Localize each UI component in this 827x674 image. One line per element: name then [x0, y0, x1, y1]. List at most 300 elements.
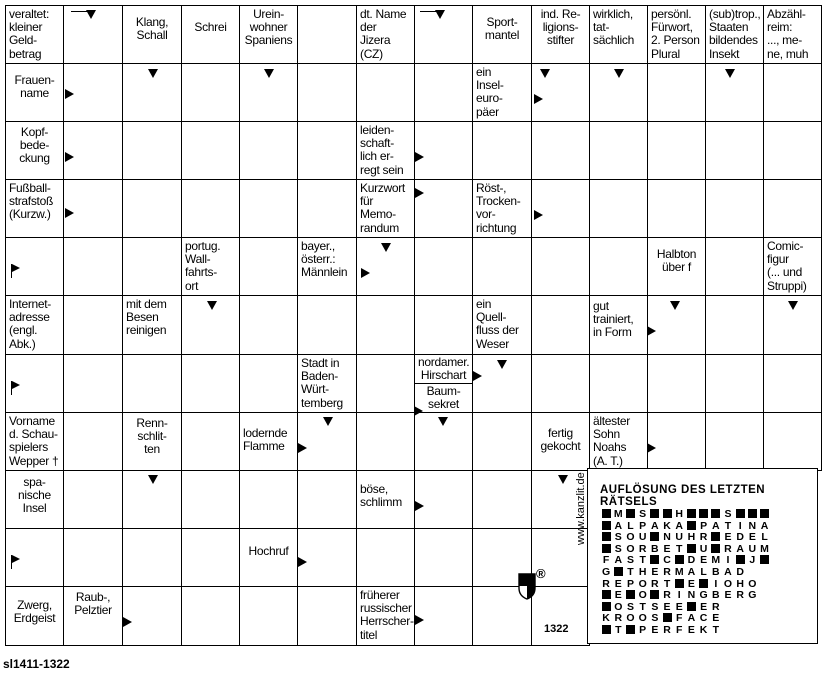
solution-letter: S — [614, 542, 622, 555]
hook-arrow-icon — [420, 11, 442, 25]
answer-cell[interactable] — [647, 63, 706, 122]
puzzle-number: 1322 — [544, 623, 569, 635]
answer-cell[interactable] — [705, 295, 764, 355]
solution-letter: S — [651, 600, 659, 613]
arrow-right-icon — [123, 617, 132, 627]
answer-cell[interactable] — [414, 63, 473, 122]
flag-arrow-icon — [11, 381, 21, 395]
solution-letter: F — [676, 612, 683, 625]
clue-cell: fertig gekocht — [531, 412, 590, 471]
solution-letter: M — [613, 508, 623, 520]
solution-letter: G — [602, 566, 611, 578]
solution-letter: A — [760, 519, 769, 532]
arrow-right-icon — [298, 557, 307, 567]
answer-cell[interactable] — [122, 354, 182, 413]
answer-cell[interactable] — [297, 5, 357, 64]
solution-letter: R — [663, 566, 671, 578]
answer-cell[interactable] — [181, 470, 240, 529]
solution-letter: C — [699, 612, 708, 625]
arrow-right-icon — [298, 443, 307, 453]
clue-cell: ind. Re- ligions- stifter — [531, 5, 590, 64]
clue-cell: lodernde Flamme — [239, 412, 298, 471]
black-square-icon — [734, 509, 746, 520]
answer-cell[interactable] — [705, 412, 764, 471]
clue-cell: Urein- wohner Spaniens — [239, 5, 298, 64]
answer-cell[interactable] — [239, 586, 298, 646]
solution-letter: O — [638, 589, 647, 602]
arrow-down-icon — [725, 69, 735, 78]
solution-letter: S — [639, 508, 647, 520]
black-square-icon — [685, 602, 697, 613]
solution-letter: A — [675, 519, 684, 532]
solution-letter: H — [675, 508, 684, 520]
solution-letter: N — [748, 519, 757, 532]
clue-cell: (sub)trop., Staaten bildendes Insekt — [705, 5, 764, 64]
answer-cell[interactable] — [472, 237, 532, 296]
clue-cell: Raub-, Pelztier — [63, 586, 123, 646]
clue-cell: Abzähl- reim: ..., me- ne, muh — [763, 5, 822, 64]
solution-letter: E — [663, 600, 671, 613]
solution-letter: H — [736, 577, 744, 590]
answer-cell[interactable] — [181, 121, 240, 180]
answer-cell[interactable] — [181, 412, 240, 471]
solution-title-line2: RÄTSELS — [600, 496, 658, 508]
solution-letter: D — [687, 554, 696, 567]
clue-cell: wirklich, tat- sächlich — [589, 5, 648, 64]
solution-letter: R — [602, 577, 610, 590]
solution-row — [600, 567, 746, 578]
answer-cell[interactable] — [356, 528, 415, 587]
solution-letter: E — [651, 566, 659, 578]
black-square-icon — [612, 567, 624, 578]
arrow-down-icon — [207, 301, 217, 310]
clue-cell: früherer russischer Herrscher- titel — [356, 586, 415, 646]
answer-cell[interactable] — [122, 528, 182, 587]
solution-letter: T — [712, 624, 719, 636]
black-square-icon — [600, 602, 612, 613]
solution-letter: E — [700, 600, 708, 613]
black-square-icon — [758, 555, 770, 566]
answer-cell[interactable] — [239, 354, 298, 413]
black-square-icon — [649, 555, 661, 566]
black-square-icon — [710, 532, 722, 543]
black-square-icon — [673, 579, 685, 590]
clue-cell: persönl. Fürwort, 2. Person Plural — [647, 5, 706, 64]
answer-cell[interactable] — [297, 470, 357, 529]
answer-cell[interactable] — [63, 121, 123, 180]
clue-cell: Vorname d. Schau- spielers Wepper † — [5, 412, 64, 471]
answer-cell[interactable] — [531, 237, 590, 296]
solution-letter: L — [700, 566, 707, 578]
solution-letter: T — [724, 519, 732, 532]
answer-cell[interactable] — [356, 354, 415, 413]
answer-cell[interactable] — [763, 179, 822, 238]
black-square-icon — [649, 590, 661, 601]
arrow-down-icon — [670, 301, 680, 310]
arrow-down-icon — [497, 360, 507, 369]
solution-letter: T — [639, 554, 646, 567]
solution-letter: O — [626, 531, 635, 544]
answer-cell[interactable] — [181, 528, 240, 587]
answer-cell[interactable] — [531, 295, 590, 355]
arrow-right-icon — [415, 152, 424, 162]
black-square-icon — [661, 613, 673, 624]
clue-cell: leiden- schaft- lich er- regt sein — [356, 121, 415, 180]
answer-cell[interactable] — [647, 412, 706, 471]
solution-letter: T — [615, 624, 622, 636]
answer-cell[interactable] — [472, 121, 532, 180]
answer-cell[interactable] — [705, 354, 764, 413]
black-square-icon — [698, 579, 710, 590]
clue-cell: Röst-, Trocken- vor- richtung — [472, 179, 532, 238]
answer-cell[interactable] — [589, 354, 648, 413]
solution-letter: N — [663, 531, 671, 544]
solution-row — [600, 532, 771, 543]
solution-letter: O — [626, 612, 635, 625]
solution-row — [600, 613, 722, 624]
answer-cell[interactable] — [705, 121, 764, 180]
answer-cell[interactable] — [297, 295, 357, 355]
solution-letter: E — [614, 577, 622, 590]
solution-panel — [587, 468, 818, 644]
solution-letter: U — [699, 542, 708, 555]
clue-cell: böse, schlimm — [356, 470, 415, 529]
answer-cell[interactable] — [239, 295, 298, 355]
answer-cell[interactable] — [122, 179, 182, 238]
solution-letter: R — [638, 542, 647, 555]
answer-cell[interactable] — [181, 586, 240, 646]
black-square-icon — [685, 509, 697, 520]
solution-letter: O — [638, 612, 647, 625]
solution-title — [600, 484, 765, 508]
solution-letter: E — [748, 531, 756, 544]
answer-cell[interactable] — [531, 179, 590, 238]
answer-cell[interactable] — [414, 237, 473, 296]
clue-cell: dt. Name der Jizera (CZ) — [356, 5, 415, 64]
solution-row — [600, 590, 758, 601]
solution-letter: U — [748, 542, 757, 555]
arrow-right-icon — [415, 501, 424, 511]
hook-arrow-icon — [71, 11, 93, 25]
solution-letter: I — [714, 577, 718, 590]
black-square-icon — [746, 509, 758, 520]
black-square-icon — [600, 544, 612, 555]
answer-cell[interactable] — [297, 121, 357, 180]
arrow-right-icon — [647, 326, 656, 336]
solution-row — [600, 544, 771, 555]
solution-letter: R — [711, 600, 720, 613]
black-square-icon — [600, 625, 612, 636]
answer-cell[interactable] — [356, 63, 415, 122]
arrow-down-icon — [264, 69, 274, 78]
clue-cell: Frauen- name — [5, 63, 64, 122]
solution-letter: P — [626, 577, 634, 590]
solution-letter: H — [687, 531, 696, 544]
black-square-icon — [600, 521, 612, 532]
solution-letter: S — [614, 531, 622, 544]
solution-letter: O — [748, 577, 757, 590]
solution-letter: A — [711, 519, 720, 532]
solution-letter: O — [614, 600, 623, 613]
solution-letter: D — [736, 566, 744, 578]
website-credit: www.kanzlit.de — [575, 472, 587, 545]
answer-cell[interactable] — [414, 470, 473, 529]
answer-cell[interactable] — [297, 63, 357, 122]
black-square-icon — [685, 544, 697, 555]
clue-cell: Schrei — [181, 5, 240, 64]
solution-letter: E — [712, 612, 720, 625]
solution-letter: M — [711, 554, 721, 567]
footer-code: sl1411-1322 — [3, 657, 70, 671]
solution-letter: L — [627, 519, 634, 532]
arrow-right-icon — [534, 210, 543, 220]
clue-cell: bayer., österr.: Männlein — [297, 237, 357, 296]
solution-letter: G — [748, 589, 757, 602]
solution-row — [600, 509, 771, 520]
answer-cell[interactable] — [356, 412, 415, 471]
solution-letter: S — [651, 612, 659, 625]
solution-letter: E — [700, 554, 708, 567]
clue-cell: mit dem Besen reinigen — [122, 295, 182, 355]
answer-cell[interactable] — [589, 179, 648, 238]
solution-letter: R — [736, 589, 744, 602]
solution-title-line1: AUFLÖSUNG DES LETZTEN — [600, 484, 766, 496]
answer-cell[interactable] — [531, 121, 590, 180]
solution-letter: T — [639, 600, 646, 613]
answer-cell[interactable] — [763, 412, 822, 471]
solution-letter: H — [638, 566, 647, 578]
solution-letter: A — [614, 554, 623, 567]
arrow-down-icon — [558, 475, 568, 484]
arrow-right-icon — [647, 443, 656, 453]
registered-mark: ® — [536, 566, 546, 581]
black-square-icon — [673, 555, 685, 566]
solution-letter: E — [614, 589, 622, 602]
solution-letter: A — [614, 519, 623, 532]
answer-cell[interactable] — [763, 121, 822, 180]
arrow-down-icon — [788, 301, 798, 310]
solution-letter: E — [724, 531, 732, 544]
answer-cell[interactable] — [181, 63, 240, 122]
arrow-right-icon — [414, 406, 423, 416]
clue-cell: Baum- sekret — [414, 383, 473, 413]
arrow-down-icon — [323, 417, 333, 426]
clue-cell: veraltet: kleiner Geld- betrag — [5, 5, 64, 64]
answer-cell[interactable] — [356, 295, 415, 355]
clue-cell: Halbton über f — [647, 237, 706, 296]
answer-cell[interactable] — [63, 237, 123, 296]
arrow-down-icon — [540, 69, 550, 78]
solution-letter: A — [687, 612, 696, 625]
arrow-right-icon — [534, 94, 543, 104]
solution-letter: E — [687, 624, 695, 636]
solution-letter: K — [602, 612, 610, 625]
solution-letter: I — [726, 554, 730, 567]
black-square-icon — [600, 590, 612, 601]
solution-letter: P — [700, 519, 708, 532]
arrow-right-icon — [361, 268, 370, 278]
solution-letter: R — [699, 531, 708, 544]
clue-cell: Kopf- bede- ckung — [5, 121, 64, 180]
solution-letter: O — [626, 542, 635, 555]
clue-cell: Kurzwort für Memo- randum — [356, 179, 415, 238]
answer-cell[interactable] — [763, 63, 822, 122]
solution-letter: B — [711, 566, 720, 578]
solution-letter: O — [638, 577, 647, 590]
answer-cell[interactable] — [589, 237, 648, 296]
answer-cell[interactable] — [122, 237, 182, 296]
clue-cell: spa- nische Insel — [5, 470, 64, 529]
clue-cell: Internet- adresse (engl. Abk.) — [5, 295, 64, 355]
solution-letter: G — [699, 589, 708, 602]
solution-letter: E — [663, 542, 671, 555]
answer-cell[interactable] — [239, 121, 298, 180]
black-square-icon — [600, 532, 612, 543]
solution-letter: E — [651, 624, 659, 636]
solution-letter: I — [677, 589, 681, 602]
black-square-icon — [649, 532, 661, 543]
answer-cell[interactable] — [297, 586, 357, 646]
solution-letter: N — [687, 589, 696, 602]
solution-letter: O — [723, 577, 733, 590]
solution-letter: M — [760, 542, 769, 555]
answer-cell[interactable] — [63, 295, 123, 355]
clue-cell: Sport- mantel — [472, 5, 532, 64]
answer-cell[interactable] — [705, 179, 764, 238]
solution-letter: S — [626, 554, 634, 567]
clue-cell: Zwerg, Erdgeist — [5, 586, 64, 646]
arrow-right-icon — [415, 615, 424, 625]
black-square-icon — [710, 544, 722, 555]
solution-letter: F — [602, 554, 610, 567]
answer-cell[interactable] — [181, 179, 240, 238]
clue-cell: Klang, Schall — [122, 5, 182, 64]
answer-cell[interactable] — [531, 354, 590, 413]
answer-cell[interactable] — [763, 354, 822, 413]
answer-cell[interactable] — [647, 354, 706, 413]
black-square-icon — [624, 625, 636, 636]
solution-letter: A — [651, 519, 659, 532]
arrow-down-icon — [148, 69, 158, 78]
black-square-icon — [649, 509, 661, 520]
solution-letter: U — [675, 531, 684, 544]
solution-letter: E — [675, 600, 683, 613]
clue-cell: portug. Wall- fahrts- ort — [181, 237, 240, 296]
black-square-icon — [698, 509, 710, 520]
answer-cell[interactable] — [63, 470, 123, 529]
solution-letter: E — [724, 589, 732, 602]
flag-arrow-icon — [11, 555, 21, 569]
flag-arrow-icon — [11, 264, 21, 278]
solution-letter: C — [663, 554, 671, 567]
solution-letter: M — [674, 566, 684, 578]
arrow-right-icon — [65, 152, 74, 162]
answer-cell[interactable] — [239, 237, 298, 296]
arrow-down-icon — [148, 475, 158, 484]
answer-cell[interactable] — [414, 528, 473, 587]
clue-cell: ein Insel- euro- päer — [472, 63, 532, 122]
solution-row — [600, 555, 771, 566]
solution-letter: A — [736, 542, 744, 555]
solution-letter: R — [724, 542, 732, 555]
clue-cell: ein Quell- fluss der Weser — [472, 295, 532, 355]
answer-cell[interactable] — [122, 121, 182, 180]
solution-letter: A — [724, 566, 732, 578]
answer-cell[interactable] — [239, 179, 298, 238]
answer-cell[interactable] — [414, 121, 473, 180]
clue-cell: Hochruf — [239, 528, 298, 587]
solution-letter: P — [639, 519, 647, 532]
answer-cell[interactable] — [122, 586, 182, 646]
black-square-icon — [661, 509, 673, 520]
answer-cell[interactable] — [472, 412, 532, 471]
solution-letter: P — [639, 624, 647, 636]
clue-cell: Comic- figur (... und Struppi) — [763, 237, 822, 296]
solution-row — [600, 579, 758, 590]
arrow-down-icon — [438, 417, 448, 426]
solution-letter: K — [663, 519, 671, 532]
black-square-icon — [600, 509, 612, 520]
answer-cell[interactable] — [181, 354, 240, 413]
answer-cell[interactable] — [589, 121, 648, 180]
solution-letter: L — [761, 531, 768, 544]
solution-letter: E — [687, 577, 695, 590]
solution-letter: T — [676, 542, 683, 555]
clue-cell: Stadt in Baden- Würt- temberg — [297, 354, 357, 413]
answer-cell[interactable] — [63, 354, 123, 413]
solution-row — [600, 602, 722, 613]
solution-letter: S — [724, 508, 732, 520]
solution-row — [600, 521, 771, 532]
arrow-down-icon — [614, 69, 624, 78]
black-square-icon — [624, 590, 636, 601]
solution-letter: T — [663, 577, 671, 590]
black-square-icon — [758, 509, 770, 520]
solution-letter: U — [638, 531, 647, 544]
solution-letter: T — [627, 566, 634, 578]
answer-cell[interactable] — [63, 528, 123, 587]
solution-letter: B — [711, 589, 720, 602]
solution-letter: D — [736, 531, 744, 544]
solution-letter: K — [699, 624, 708, 636]
clue-cell: gut trainiert, in Form — [589, 295, 648, 355]
solution-row — [600, 625, 722, 636]
answer-cell[interactable] — [239, 470, 298, 529]
clue-cell: ältester Sohn Noahs (A. T.) — [589, 412, 648, 471]
solution-letter: S — [626, 600, 634, 613]
black-square-icon — [685, 521, 697, 532]
answer-cell[interactable] — [472, 470, 532, 529]
black-square-icon — [624, 509, 636, 520]
answer-cell[interactable] — [705, 237, 764, 296]
answer-cell[interactable] — [63, 412, 123, 471]
answer-cell[interactable] — [647, 179, 706, 238]
solution-letter: J — [749, 554, 756, 567]
logo-shield — [517, 566, 546, 605]
answer-cell[interactable] — [414, 295, 473, 355]
black-square-icon — [734, 555, 746, 566]
solution-letter: R — [663, 589, 671, 602]
clue-cell: Fußball- strafstoß (Kurzw.) — [5, 179, 64, 238]
solution-letter: I — [738, 519, 742, 532]
solution-letter: A — [687, 566, 696, 578]
arrow-down-icon — [381, 243, 391, 252]
solution-letter: F — [676, 624, 683, 636]
black-square-icon — [710, 509, 722, 520]
answer-cell[interactable] — [297, 179, 357, 238]
answer-cell[interactable] — [647, 121, 706, 180]
solution-letter: B — [651, 542, 659, 555]
